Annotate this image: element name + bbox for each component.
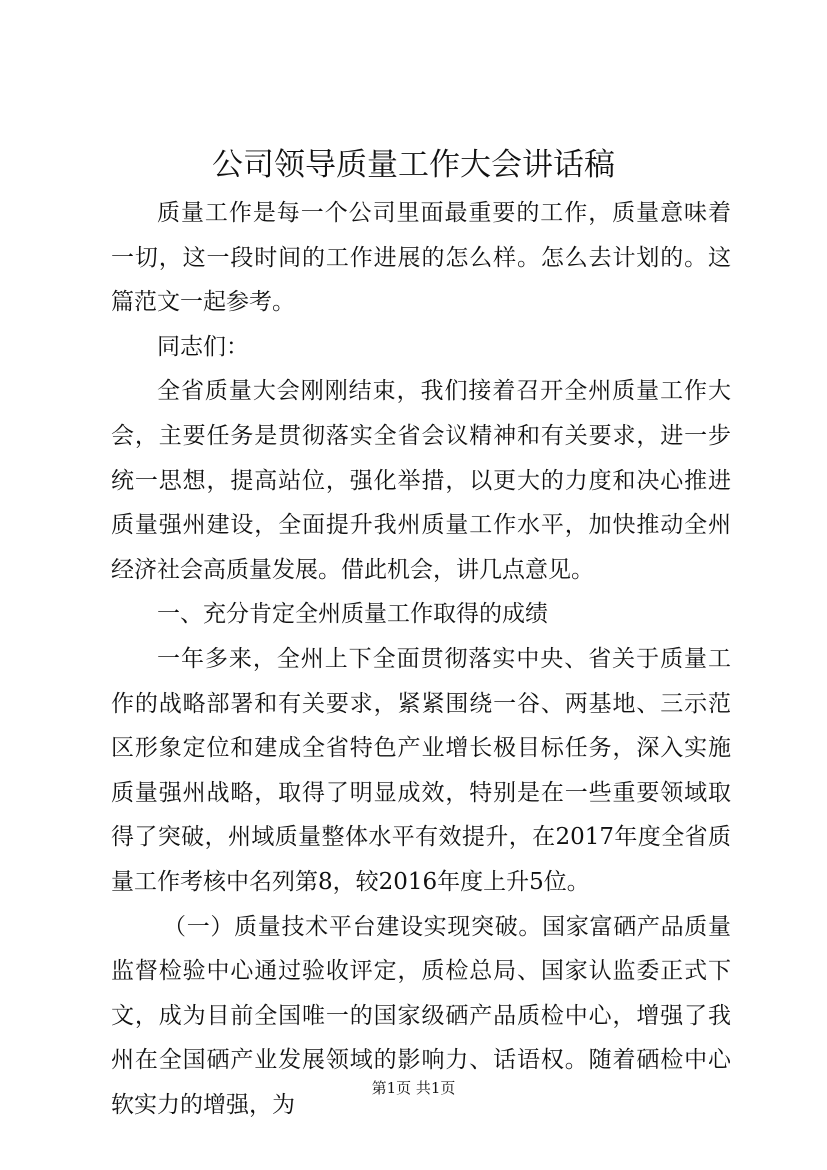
document-body — [111, 191, 731, 1127]
page-footer: 第1页 共1页 — [371, 1079, 456, 1097]
section-heading: 一、充分肯定全州质量工作取得的成绩 — [157, 601, 548, 628]
salutation: 同志们： — [157, 333, 249, 360]
body-paragraph: 全省质量大会刚刚结束，我们接着召开全州质量工作大会，主要任务是贯彻落实全省会议精神和有关要求，进一步统一思想，提高站位，强化举措，以更大的力度和决心推进质量强州建设，全面提升我州质量工作水平，加快推动全州经济社会高质量发展。借此机会，讲几点意见。 — [111, 378, 731, 583]
document-title: 公司领导质量工作大会讲话稿 — [212, 147, 615, 183]
subsection-paragraph: （一）质量技术平台建设实现突破。国家富硒产品质量监督检验中心通过验收评定，质检总局、国家认监委正式下文，成为目前全国唯一的国家级硒产品质检中心，增强了我州在全国硒产业发展领域的影响力、话语权。随着硒检中心软实力的增强，为 — [111, 913, 731, 1118]
body-paragraph: 一年多来，全州上下全面贯彻落实中央、省关于质量工作的战略部署和有关要求，紧紧围绕一谷、两基地、三示范区形象定位和建成全省特色产业增长极目标任务，深入实施质量强州战略，取得了明显成效，特别是在一些重要领域取得了突破，州域质量整体水平有效提升，在2017年度全省质量工作考核中名列第8，较2016年度上升5位。 — [111, 645, 731, 895]
intro-paragraph: 质量工作是每一个公司里面最重要的工作，质量意味着一切，这一段时间的工作进展的怎么样。怎么去计划的。这篇范文一起参考。 — [111, 200, 731, 316]
